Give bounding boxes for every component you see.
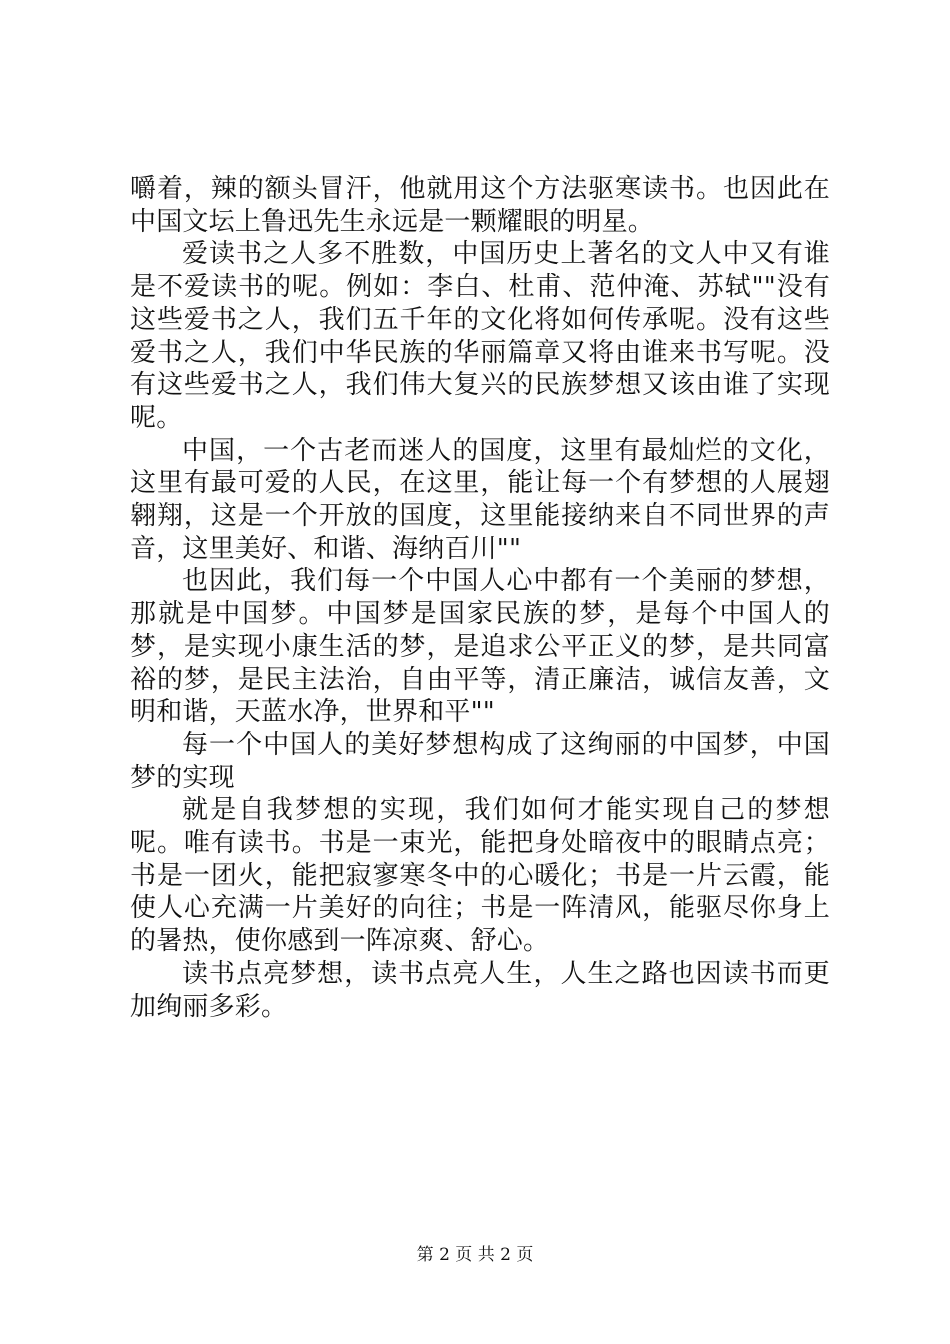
page-footer: 第 2 页 共 2 页: [416, 1245, 534, 1265]
paragraph: 嚼着，辣的额头冒汗，他就用这个方法驱寒读书。也因此在中国文坛上鲁迅先生永远是一颗耀眼的明星。: [130, 174, 830, 237]
paragraph: 中国，一个古老而迷人的国度，这里有最灿烂的文化，这里有最可爱的人民，在这里，能让每一个有梦想的人展翅翱翔，这是一个开放的国度，这里能接纳来自不同世界的声音，这里美好、和谐、海纳百川"": [130, 435, 830, 564]
document-body: [130, 173, 830, 1023]
paragraph: 读书点亮梦想，读书点亮人生，人生之路也因读书而更加绚丽多彩。: [130, 958, 830, 1022]
paragraph: 爱读书之人多不胜数，中国历史上著名的文人中又有谁是不爱读书的呢。例如：李白、杜甫、范仲淹、苏轼""没有这些爱书之人，我们五千年的文化将如何传承呢。没有这些爱书之人，我们中华民族的华丽篇章又将由谁来书写呢。没有这些爱书之人，我们伟大复兴的民族梦想又该由谁了实现呢。: [130, 239, 830, 433]
paragraph: 每一个中国人的美好梦想构成了这绚丽的中国梦，中国梦的实现: [130, 729, 830, 793]
paragraph: 也因此，我们每一个中国人心中都有一个美丽的梦想，那就是中国梦。中国梦是国家民族的梦，是每个中国人的梦，是实现小康生活的梦，是追求公平正义的梦，是共同富裕的梦，是民主法治，自由平等，清正廉洁，诚信友善，文明和谐，天蓝水净，世界和平"": [130, 566, 830, 728]
paragraph: 就是自我梦想的实现，我们如何才能实现自己的梦想呢。唯有读书。书是一束光，能把身处暗夜中的眼睛点亮；书是一团火，能把寂寥寒冬中的心暖化；书是一片云霞，能使人心充满一片美好的向往；书是一阵清风，能驱尽你身上的暑热，使你感到一阵凉爽、舒心。: [130, 795, 830, 957]
